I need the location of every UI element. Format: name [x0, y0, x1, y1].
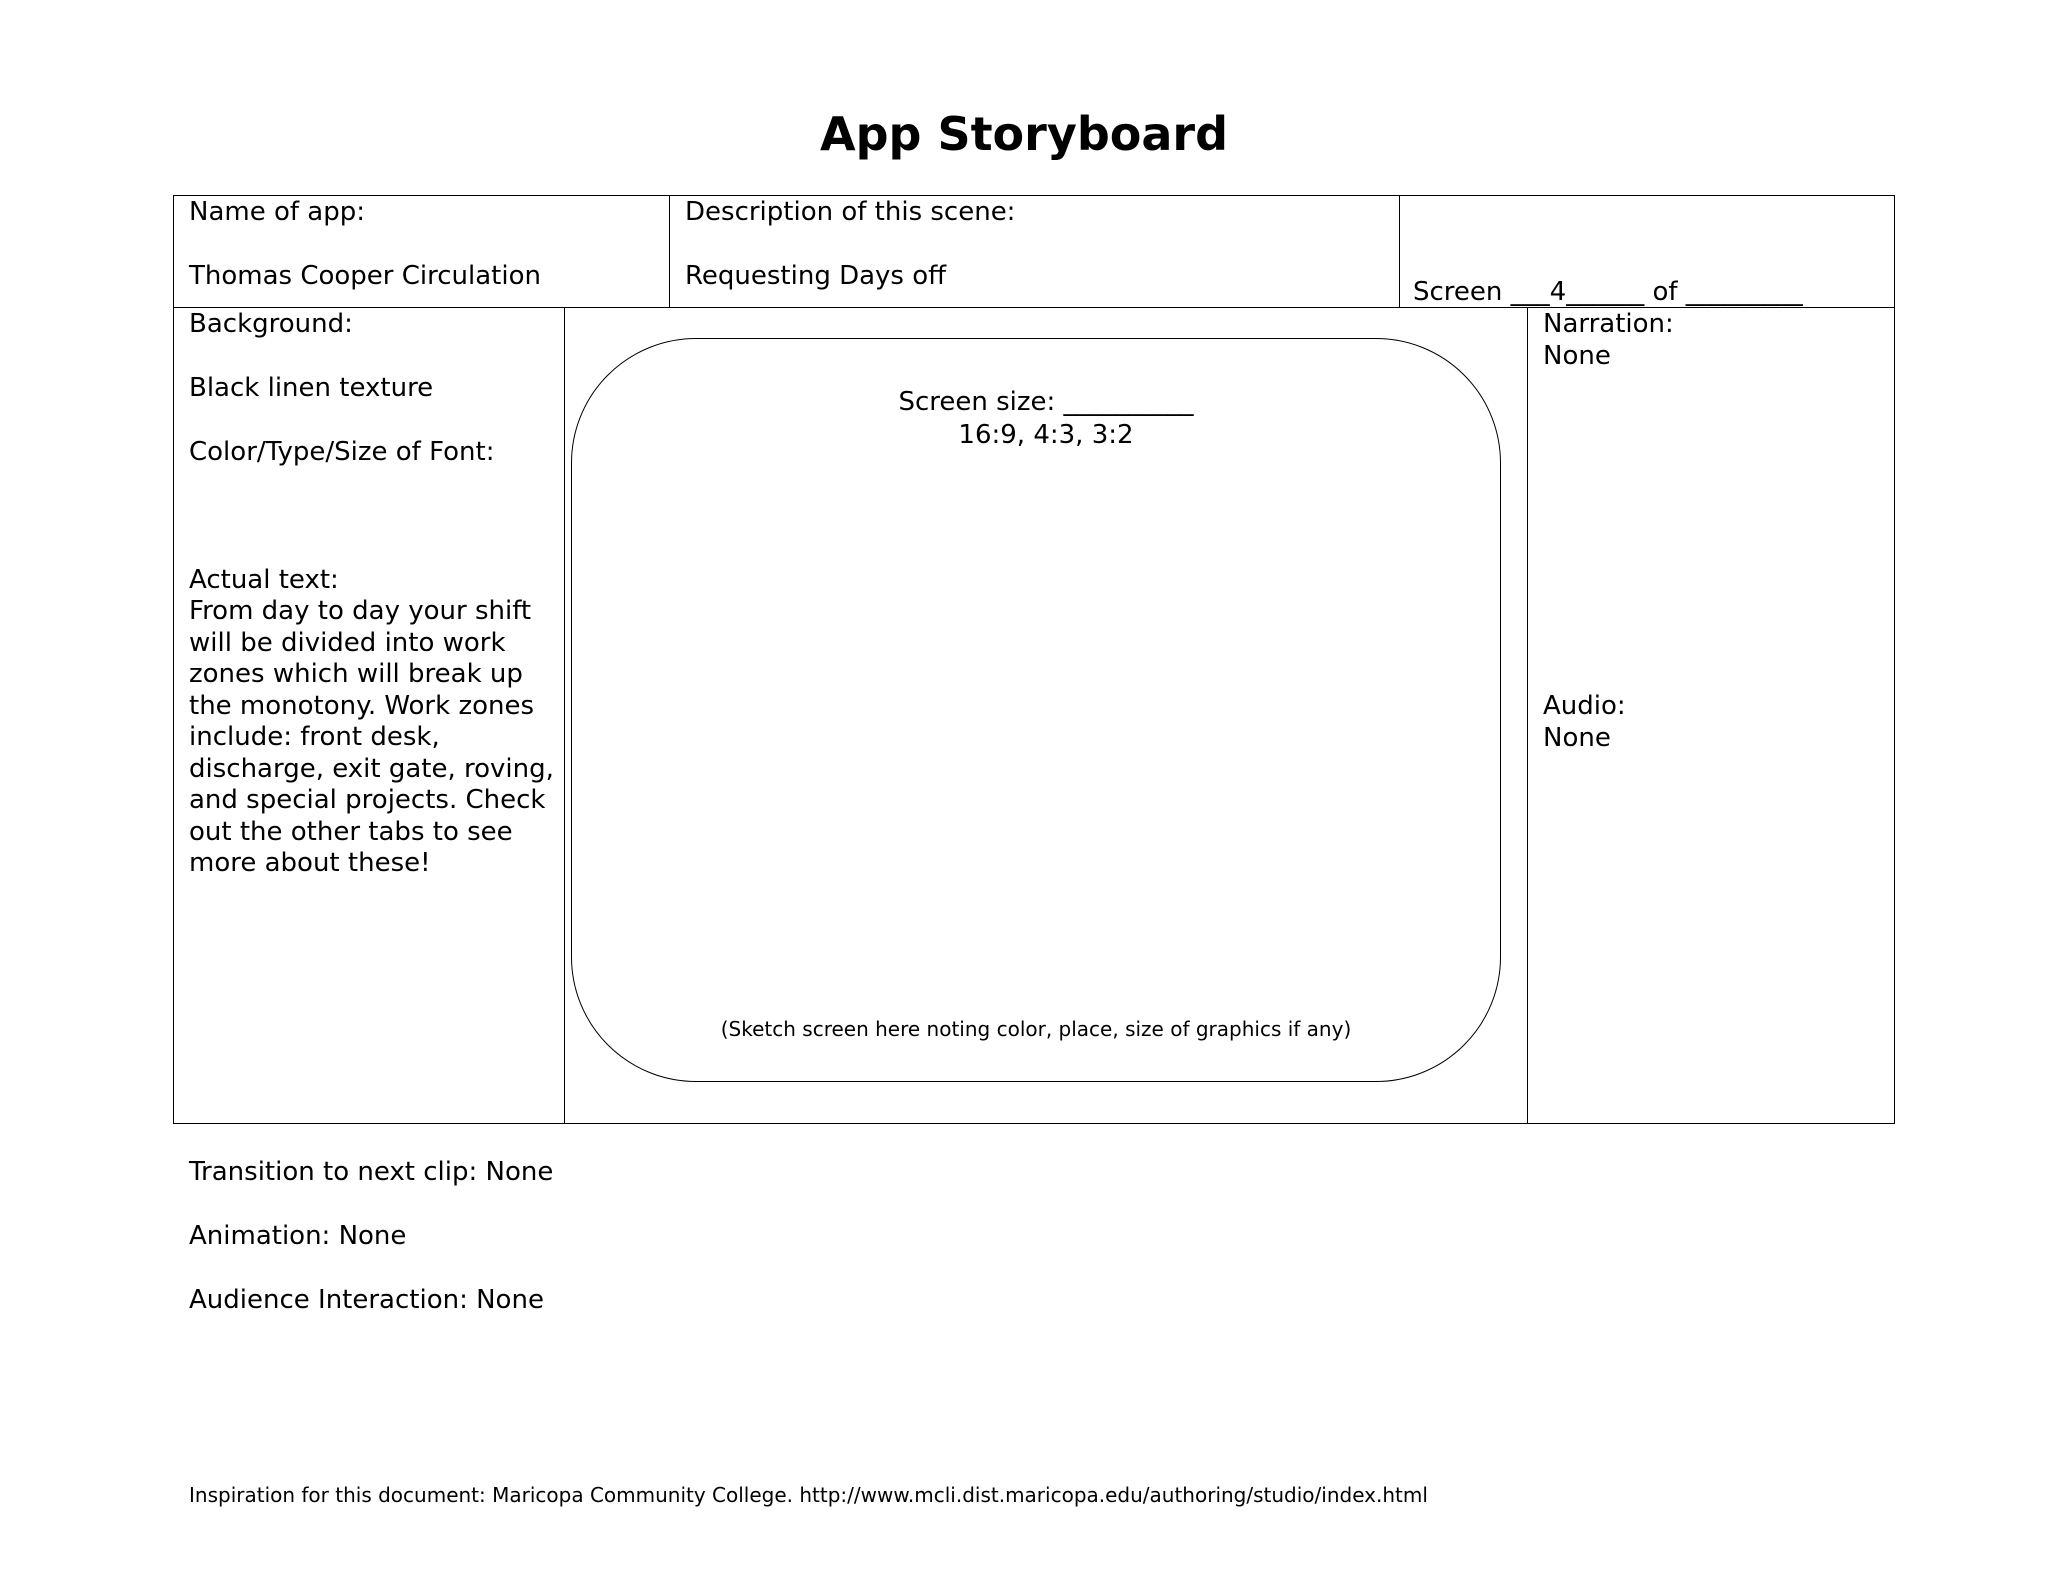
audio-value: None	[1543, 723, 1611, 753]
font-label: Color/Type/Size of Font:	[189, 437, 495, 467]
sketch-instructions: (Sketch screen here noting color, place, size of graphics if any)	[720, 1017, 1352, 1041]
header-divider-1	[669, 195, 670, 308]
screen-size-label: Screen size: __________	[898, 387, 1194, 417]
table-top-border	[173, 195, 1895, 196]
table-right-border	[1894, 195, 1895, 1124]
app-name-label: Name of app:	[189, 197, 365, 227]
table-bottom-border	[173, 1123, 1895, 1124]
actual-text-value: From day to day your shift will be divided into work zones which will break up the monotony. Work zones include: front desk, discharge, exit gate, roving, and special projects. Check out the other tabs to see more about these!	[189, 596, 554, 878]
background-label: Background:	[189, 309, 353, 339]
table-left-border	[173, 195, 174, 1124]
page-title: App Storyboard	[819, 107, 1229, 161]
screen-counter: Screen ___4______ of _________	[1413, 277, 1803, 307]
inspiration-credit: Inspiration for this document: Maricopa Community College. http://www.mcli.dist.maricopa.edu/authoring/studio/index.html	[189, 1483, 1428, 1507]
header-divider-2	[1399, 195, 1400, 308]
body-divider-left	[564, 307, 565, 1124]
scene-description-value: Requesting Days off	[685, 261, 947, 291]
audio-label: Audio:	[1543, 691, 1626, 721]
animation-line: Animation: None	[189, 1221, 407, 1251]
audience-interaction-line: Audience Interaction: None	[189, 1285, 544, 1315]
scene-description-label: Description of this scene:	[685, 197, 1016, 227]
screen-ratios: 16:9, 4:3, 3:2	[958, 420, 1134, 450]
narration-label: Narration:	[1543, 309, 1674, 339]
narration-value: None	[1543, 341, 1611, 371]
transition-line: Transition to next clip: None	[189, 1157, 554, 1187]
background-value: Black linen texture	[189, 373, 434, 403]
actual-text-label: Actual text:	[189, 565, 339, 595]
app-name-value: Thomas Cooper Circulation	[189, 261, 541, 291]
body-divider-right	[1527, 307, 1528, 1124]
